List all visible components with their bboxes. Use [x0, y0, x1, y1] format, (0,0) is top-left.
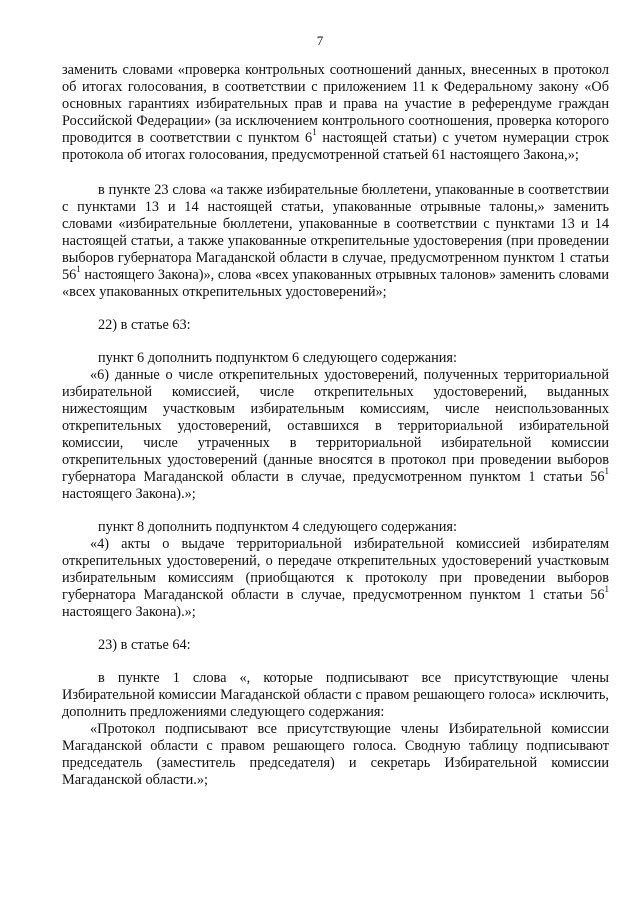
paragraph-6: пункт 8 дополнить подпунктом 4 следующего содержания: [98, 519, 457, 535]
paragraph-9: в пункте 1 слова «, которые подписывают все присутствующие члены Избирательной комиссии Магаданской области с правом решающего голоса» исключить, дополнить предложениями следующего содержания: [62, 670, 609, 720]
paragraph-4: пункт 6 дополнить подпунктом 6 следующего содержания: [98, 350, 457, 366]
paragraph-10-quote: «Протокол подписывают все присутствующие члены Избирательной комиссии Магаданской области с правом решающего голоса. Сводную таблицу подписывают председатель (заместитель председателя) и секретарь Избирательной комиссии Магаданской области.»; [62, 721, 609, 788]
paragraph-8-article-64: 23) в статье 64: [98, 637, 191, 653]
page-number: 7 [316, 33, 324, 48]
paragraph-7-quote: «4) акты о выдаче территориальной избирательной комиссией избирателям открепительных удостоверений, о передаче открепительных удостоверений участковым избирательным комиссиям (приобщаются к протоколу при проведении выборов губернатора Магаданской области в случае, предусмотренном пунктом 1 статьи $56^1$ настоящего Закона).»; [62, 536, 609, 620]
paragraph-5-quote: «6) данные о числе открепительных удостоверений, полученных территориальной избирательной комиссией, числе открепительных удостоверений, выданных нижестоящим участковым избирательным комиссиям, числе неиспользованных открепительных удостоверений, оставшихся в территориальной избирательной комиссии, числе утраченных в территориальной избирательной комиссии открепительных удостоверений (данные вносятся в протокол при проведении выборов губернатора Магаданской области в случае, предусмотренном пунктом 1 статьи $56^1$ настоящего Закона).»; [62, 367, 609, 502]
document-body [62, 62, 609, 789]
paragraph-1: заменить словами «проверка контрольных соотношений данных, внесенных в протокол об итогах голосования, в соответствии с приложением 11 к Федеральному закону «Об основных гарантиях избирательных прав и права на участие в референдуме граждан Российской Федерации» (за исключением контрольного соотношения, проверка которого проводится в соответствии с пунктом $6^1$ настоящей статьи) с учетом нумерации строк протокола об итогах голосования, предусмотренной статьей 61 настоящего Закона,»; [62, 62, 609, 163]
paragraph-2: в пункте 23 слова «а также избирательные бюллетени, упакованные в соответствии с пунктами 13 и 14 настоящей статьи, упакованные отрывные талоны,» заменить словами «избирательные бюллетени, упакованные в соответствии с пунктами 13 и 14 настоящей статьи, а также упакованные открепительные удостоверения (при проведении выборов губернатора Магаданской области в случае, предусмотренном пунктом 1 статьи $56^1$ настоящего Закона)», слова «всех упакованных отрывных талонов» заменить словами «всех упакованных открепительных удостоверений»; [62, 182, 609, 300]
paragraph-3-article-63: 22) в статье 63: [98, 317, 191, 333]
